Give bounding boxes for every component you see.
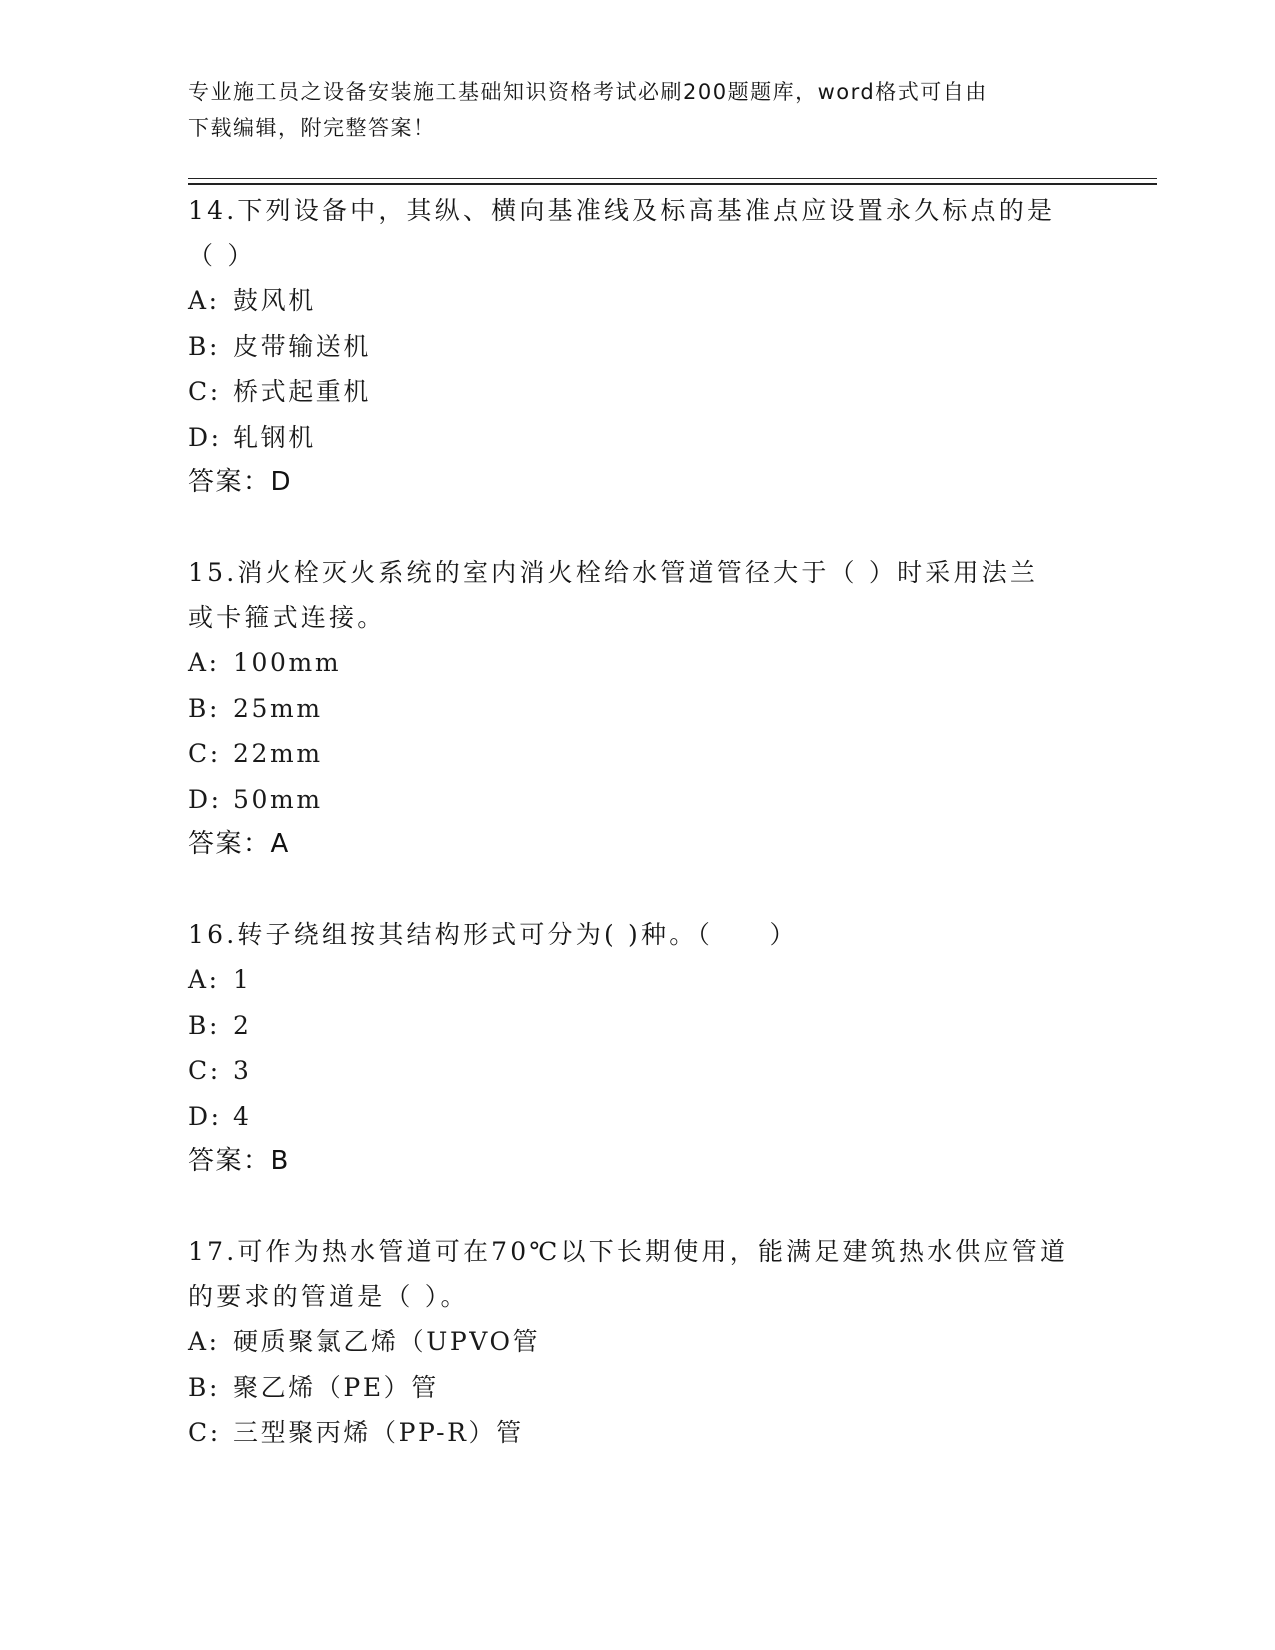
option-text: 1 — [233, 965, 252, 994]
option-key: D: — [188, 1101, 222, 1131]
option-text: 桥式起重机 — [233, 377, 372, 406]
option-key: B: — [188, 1010, 220, 1040]
option-key: A: — [188, 648, 220, 677]
option-text: 3 — [233, 1056, 252, 1085]
spacer — [188, 1184, 1088, 1229]
option-a — [188, 1319, 1088, 1365]
question-16 — [188, 912, 1088, 1184]
option-text: 轧钢机 — [233, 422, 316, 452]
option-d — [188, 415, 1088, 461]
option-key: C: — [188, 377, 221, 406]
option-c — [188, 1410, 1088, 1456]
spacer — [188, 505, 1088, 550]
option-a — [188, 640, 1088, 686]
option-d — [188, 1094, 1088, 1140]
option-key: D: — [188, 784, 222, 814]
answer-line: 答案：D — [188, 467, 293, 497]
option-text: 25mm — [233, 693, 323, 723]
header-line-1: 专业施工员之设备安装施工基础知识资格考试必刷200题题库，word格式可自由 — [188, 80, 988, 104]
option-text: 4 — [233, 1101, 252, 1131]
option-text: 聚乙烯（PE）管 — [233, 1372, 439, 1402]
option-text: 50mm — [233, 784, 323, 814]
option-a — [188, 278, 1088, 324]
option-c — [188, 1048, 1088, 1094]
option-key: D: — [188, 422, 222, 452]
question-14 — [188, 188, 1088, 505]
question-text-continued: 或卡箍式连接。 — [188, 603, 386, 632]
header-divider-top — [188, 178, 1157, 179]
option-key: C: — [188, 1056, 221, 1085]
option-text: 硬质聚氯乙烯（UPVO管 — [233, 1327, 541, 1356]
option-a — [188, 957, 1088, 1003]
option-b — [188, 324, 1088, 370]
question-15 — [188, 550, 1088, 867]
option-text: 22mm — [233, 739, 323, 768]
answer-line: 答案：A — [188, 829, 290, 859]
option-key: A: — [188, 1327, 220, 1356]
option-text: 皮带输送机 — [233, 331, 372, 361]
question-text: 14.下列设备中，其纵、横向基准线及标高基准点应设置永久标点的是 — [188, 196, 1056, 225]
option-text: 2 — [233, 1010, 252, 1040]
option-b — [188, 686, 1088, 732]
option-b — [188, 1003, 1088, 1049]
option-key: B: — [188, 331, 220, 361]
question-text: 16.转子绕组按其结构形式可分为( )种。（ ） — [188, 920, 798, 949]
answer-line: 答案：B — [188, 1146, 290, 1176]
question-text-continued: 的要求的管道是（ ）。 — [188, 1282, 469, 1311]
option-text: 鼓风机 — [233, 286, 316, 315]
option-key: C: — [188, 739, 221, 768]
document-header — [188, 74, 1088, 146]
option-c — [188, 369, 1088, 415]
option-key: C: — [188, 1418, 221, 1447]
option-text: 100mm — [233, 648, 342, 677]
question-text: 17.可作为热水管道可在70℃以下长期使用，能满足建筑热水供应管道 — [188, 1237, 1069, 1266]
option-c — [188, 731, 1088, 777]
spacer — [188, 867, 1088, 912]
option-b — [188, 1365, 1088, 1411]
header-line-2: 下载编辑，附完整答案！ — [188, 116, 436, 140]
option-key: A: — [188, 965, 220, 994]
question-list — [188, 188, 1088, 1456]
question-text: 15.消火栓灭火系统的室内消火栓给水管道管径大于（ ）时采用法兰 — [188, 558, 1039, 587]
option-text: 三型聚丙烯（PP-R）管 — [233, 1418, 524, 1447]
question-text-continued: （ ） — [188, 241, 256, 270]
option-key: A: — [188, 286, 220, 315]
option-d — [188, 777, 1088, 823]
header-divider-bottom — [188, 183, 1157, 185]
option-key: B: — [188, 1372, 220, 1402]
option-key: B: — [188, 693, 220, 723]
question-17 — [188, 1229, 1088, 1456]
